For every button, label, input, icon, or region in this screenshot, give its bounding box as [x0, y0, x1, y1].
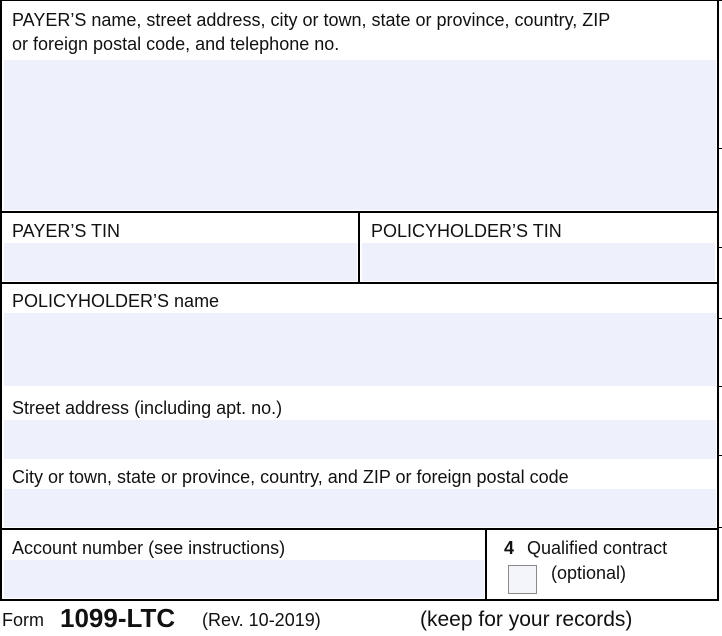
form-footer — [2, 603, 720, 635]
divider-tin — [0, 282, 719, 284]
box4-sub-label: (optional) — [551, 563, 627, 583]
payer-label-line1: PAYER’S name, street address, city or town, state or province, country, ZIP — [12, 10, 611, 30]
street-address-label: Street address (including apt. no.) — [12, 398, 283, 418]
box4-label: Qualified contract — [527, 538, 668, 558]
policyholder-name-label: POLICYHOLDER’S name — [12, 291, 220, 311]
keep-records-note: (keep for your records) — [420, 608, 633, 631]
form-revision: (Rev. 10-2019) — [202, 610, 321, 630]
qualified-contract-checkbox[interactable] — [508, 565, 537, 594]
form-right-border — [717, 0, 719, 600]
payer-tin-label: PAYER’S TIN — [12, 221, 121, 241]
policyholder-tin-label: POLICYHOLDER’S TIN — [371, 221, 562, 241]
policyholder-name-field[interactable] — [4, 313, 716, 386]
divider-account-vertical — [485, 530, 487, 600]
divider-address — [0, 528, 719, 530]
form-top-border — [0, 0, 722, 1]
payer-tin-field[interactable] — [4, 243, 357, 281]
box4-number: 4 — [504, 538, 515, 558]
policyholder-tin-field[interactable] — [362, 243, 715, 281]
city-label: City or town, state or province, country, and ZIP or foreign postal code — [12, 467, 569, 487]
divider-bottom — [0, 599, 719, 601]
form-left-border — [0, 0, 2, 600]
city-field[interactable] — [4, 489, 716, 527]
payer-label-line2: or foreign postal code, and telephone no. — [12, 34, 340, 54]
account-number-field[interactable] — [4, 560, 484, 598]
account-number-label: Account number (see instructions) — [12, 538, 286, 558]
divider-tin-vertical — [358, 213, 360, 283]
payer-info-field[interactable] — [4, 60, 716, 210]
form-number: 1099-LTC — [60, 603, 176, 633]
street-address-field[interactable] — [4, 420, 716, 459]
form-word: Form — [2, 610, 44, 630]
